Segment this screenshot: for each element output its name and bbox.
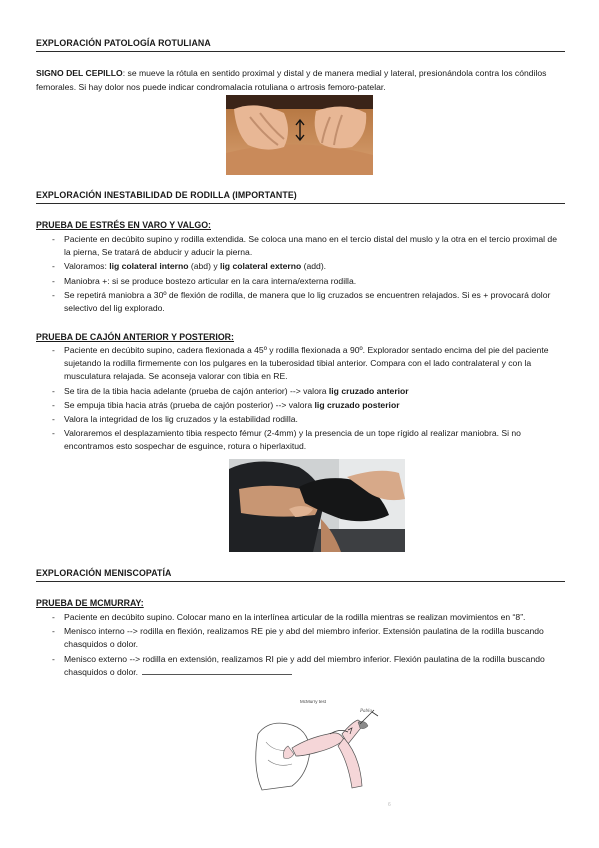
signo-cepillo-text: : se mueve la rótula en sentido proximal y distal y de manera medial y lateral, presionándola contra los cóndilos femorales. Si hay dolor nos puede indicar condromalacia rotuliana o artrosis femoro-patelar. (36, 68, 547, 92)
page-number: 6 (388, 802, 391, 808)
list-item: - Valora la integridad de los lig cruzados y la estabilidad rodilla. (52, 414, 298, 425)
list-item: - Se empuja tibia hacia atrás (prueba de cajón posterior) --> valora lig cruzado posterior (52, 399, 400, 410)
list-item: - Menisco interno --> rodilla en flexión, realizamos RE pie y abd del miembro inferior. Extensión paulatina de la rodilla buscando chasquidos o dolor. (52, 626, 544, 650)
photo-drawer-test (229, 459, 405, 552)
section-divider (36, 581, 565, 582)
subsection-title-varo-valgo: PRUEBA DE ESTRÉS EN VARO Y VALGO: (36, 220, 211, 230)
section-title-meniscopatia: EXPLORACIÓN MENISCOPATÍA (36, 568, 172, 578)
cajon-list (52, 344, 564, 455)
figure-caption: McMurry test (300, 699, 327, 704)
subsection-title-mcmurray: PRUEBA DE MCMURRAY: (36, 598, 144, 608)
section-title-inestabilidad-rodilla: EXPLORACIÓN INESTABILIDAD DE RODILLA (IMPORTANTE) (36, 190, 297, 200)
list-item: - Menisco externo --> rodilla en extensión, realizamos RI pie y add del miembro inferior. Flexión paulatina de la rodilla buscando chasquidos o dolor. (52, 653, 545, 677)
list-item: - Paciente en decúbito supino. Colocar mano en la interlínea articular de la rodilla mientras se realizan movimientos en “8”. (52, 612, 526, 622)
list-item: - Se repetirá maniobra a 30º de flexión de rodilla, de manera que lo lig cruzados se encuentren relajados. Si es + provocará dolor selectivo del lig explorado. (52, 289, 551, 314)
mcmurray-list (52, 611, 564, 680)
subsection-title-cajon: PRUEBA DE CAJÓN ANTERIOR Y POSTERIOR: (36, 332, 234, 342)
list-item: - Paciente en decúbito supino, cadera flexionada a 45º y rodilla flexionada a 90º. Explorador sentado encima del pie del paciente sujetando la rodilla firmemente con los pulgares en la tuberosidad tibial anterior. Compara con el lado contralateral y con la musculatura relajada. Se aconseja valorar con tibia en RE. (52, 345, 549, 382)
list-item: - Maniobra +: si se produce bostezo articular en la cara interna/externa rodilla. (52, 275, 357, 286)
varo-valgo-list (52, 233, 564, 316)
underline-blank (142, 666, 292, 675)
list-item: - Valoramos: lig colateral interno (abd) y lig colateral externo (add). (52, 261, 327, 272)
list-item: - Paciente en decúbito supino y rodilla extendida. Se coloca una mano en el tercio distal del muslo y la otra en el tercio proximal de la pierna, Se tratará de abducir y aducir la pierna. (52, 234, 557, 258)
signo-cepillo-label: SIGNO DEL CEPILLO (36, 68, 123, 78)
list-item: - Se tira de la tibia hacia adelante (prueba de cajón anterior) --> valora lig cruzado anterior (52, 385, 409, 396)
section-title-patologia-rotuliana: EXPLORACIÓN PATOLOGÍA ROTULIANA (36, 38, 211, 48)
photo-knee-patella-exam (226, 95, 373, 175)
illustration-mcmurray-test (248, 694, 384, 798)
section-divider (36, 203, 565, 204)
section-divider (36, 51, 565, 52)
figure-handwritten-label: Pablo (360, 709, 372, 714)
list-item: - Valoraremos el desplazamiento tibia respecto fémur (2-4mm) y la presencia de un tope rígido al realizar maniobra. Si no encontramos esto sospechar de esguince, rotura o hiperlaxitud. (52, 428, 521, 452)
signo-cepillo-paragraph (36, 66, 566, 94)
